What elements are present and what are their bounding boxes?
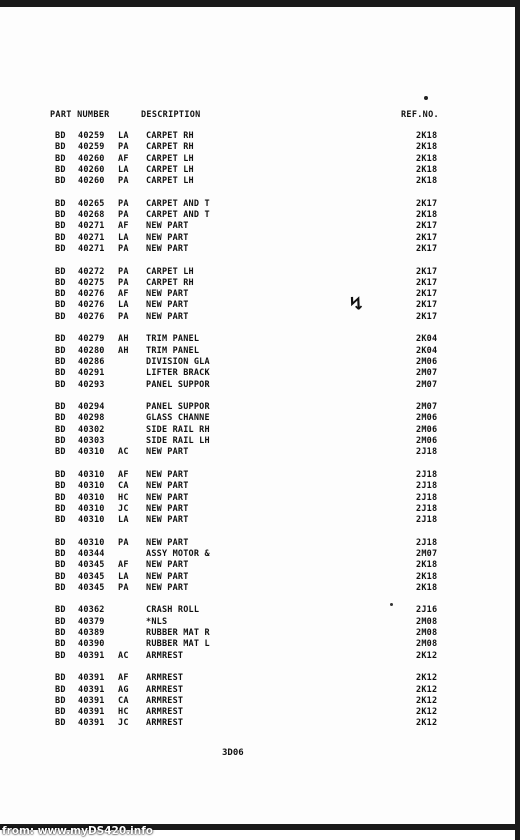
table-row [0, 300, 515, 311]
handwritten-mark: ↯ [347, 290, 365, 316]
part-number: 40291 [78, 368, 105, 379]
table-row [0, 413, 515, 424]
ref-number: 2J18 [416, 481, 438, 492]
part-suffix: AF [118, 221, 129, 232]
part-description: CARPET RH [146, 131, 194, 141]
table-row [0, 481, 515, 492]
table-row [0, 312, 515, 323]
part-description: NEW PART [146, 221, 189, 232]
part-number: 40302 [78, 424, 105, 435]
part-prefix: BD [55, 469, 66, 480]
part-suffix: PA [118, 243, 129, 254]
ref-number: 2K12 [416, 695, 438, 706]
ref-number: 2M08 [416, 628, 438, 639]
part-number: 40345 [78, 560, 105, 571]
ref-number: 2J18 [416, 469, 438, 480]
part-suffix: HC [118, 707, 129, 718]
table-row [0, 368, 515, 379]
part-suffix: PA [118, 537, 129, 548]
part-description: NEW PART [146, 503, 189, 514]
table-row [0, 628, 515, 639]
part-prefix: BD [55, 436, 66, 447]
ref-number: 2M07 [416, 379, 438, 390]
table-row [0, 515, 515, 526]
part-suffix: AF [118, 289, 129, 300]
part-number: 40391 [78, 695, 105, 706]
ref-number: 2M06 [416, 356, 438, 367]
part-prefix: BD [55, 232, 66, 243]
ref-number: 2K17 [416, 277, 438, 288]
part-number: 40271 [78, 221, 105, 232]
part-description: CARPET AND T [146, 210, 210, 221]
part-number: 40260 [78, 176, 105, 187]
part-prefix: BD [55, 277, 66, 288]
table-row [0, 165, 515, 176]
part-number: 40276 [78, 311, 105, 322]
ref-number: 2J18 [416, 537, 438, 548]
ref-number: 2K17 [416, 311, 438, 322]
part-prefix: BD [55, 345, 66, 356]
table-row [0, 346, 515, 357]
ref-number: 2K17 [416, 243, 438, 254]
part-prefix: BD [55, 164, 66, 175]
ref-number: 2M08 [416, 639, 438, 650]
table-row [0, 154, 515, 165]
part-suffix: PA [118, 176, 129, 187]
part-prefix: BD [55, 718, 66, 729]
watermark-url: from: www.myDS420.info [2, 825, 153, 837]
part-prefix: BD [55, 503, 66, 514]
part-number: 40344 [78, 548, 105, 559]
part-description: NEW PART [146, 481, 189, 492]
part-suffix: HC [118, 492, 129, 503]
part-description: ASSY MOTOR & [146, 548, 210, 559]
table-row [0, 402, 515, 413]
table-row [0, 639, 515, 650]
part-description: CARPET LH [146, 266, 194, 277]
ref-number: 2K18 [416, 142, 438, 153]
part-number: 40260 [78, 153, 105, 164]
group-spacer [0, 323, 515, 334]
ref-number: 2K12 [416, 684, 438, 695]
part-number: 40276 [78, 289, 105, 300]
part-number: 40391 [78, 718, 105, 729]
part-number: 40259 [78, 131, 105, 141]
table-row [0, 707, 515, 718]
part-prefix: BD [55, 142, 66, 153]
table-row [0, 560, 515, 571]
part-number: 40265 [78, 198, 105, 209]
part-description: CARPET AND T [146, 198, 210, 209]
part-number: 40272 [78, 266, 105, 277]
part-description: ARMREST [146, 673, 184, 684]
table-row [0, 131, 515, 142]
group-spacer [0, 391, 515, 402]
part-prefix: BD [55, 571, 66, 582]
table-row [0, 244, 515, 255]
header-ref-no: REF.NO. [401, 110, 439, 120]
ref-number: 2K18 [416, 582, 438, 593]
table-row [0, 651, 515, 662]
part-number: 40345 [78, 582, 105, 593]
table-row [0, 289, 515, 300]
table-row [0, 718, 515, 729]
part-prefix: BD [55, 300, 66, 311]
part-suffix: LA [118, 232, 129, 243]
part-number: 40280 [78, 345, 105, 356]
part-description: DIVISION GLA [146, 356, 210, 367]
part-number: 40275 [78, 277, 105, 288]
part-description: NEW PART [146, 537, 189, 548]
ref-number: 2J18 [416, 492, 438, 503]
scan-border-right [515, 0, 520, 840]
ref-number: 2K18 [416, 176, 438, 187]
ref-number: 2J18 [416, 515, 438, 526]
part-number: 40310 [78, 515, 105, 526]
table-row [0, 278, 515, 289]
part-description: CARPET LH [146, 176, 194, 187]
part-suffix: AH [118, 334, 129, 345]
part-suffix: AC [118, 650, 129, 661]
part-description: NEW PART [146, 469, 189, 480]
part-prefix: BD [55, 424, 66, 435]
part-number: 40286 [78, 356, 105, 367]
ref-number: 2K17 [416, 266, 438, 277]
part-prefix: BD [55, 582, 66, 593]
ref-number: 2K17 [416, 289, 438, 300]
part-prefix: BD [55, 515, 66, 526]
part-suffix: LA [118, 164, 129, 175]
part-suffix: AF [118, 673, 129, 684]
ref-number: 2K18 [416, 131, 438, 141]
part-description: NEW PART [146, 289, 189, 300]
table-row [0, 685, 515, 696]
part-description: ARMREST [146, 707, 184, 718]
part-number: 40271 [78, 243, 105, 254]
part-description: RUBBER MAT R [146, 628, 210, 639]
parts-list [0, 131, 515, 730]
ref-number: 2K18 [416, 164, 438, 175]
ref-number: 2J18 [416, 447, 438, 458]
group-spacer [0, 526, 515, 537]
table-row [0, 470, 515, 481]
part-prefix: BD [55, 356, 66, 367]
table-row [0, 493, 515, 504]
part-description: CARPET RH [146, 277, 194, 288]
part-prefix: BD [55, 684, 66, 695]
part-suffix: AC [118, 447, 129, 458]
ref-number: 2K17 [416, 232, 438, 243]
table-row [0, 673, 515, 684]
part-prefix: BD [55, 210, 66, 221]
part-description: LIFTER BRACK [146, 368, 210, 379]
ref-number: 2M07 [416, 402, 438, 413]
table-row [0, 233, 515, 244]
part-number: 40310 [78, 469, 105, 480]
table-row [0, 221, 515, 232]
part-prefix: BD [55, 131, 66, 141]
ref-number: 2K04 [416, 345, 438, 356]
header-part-number: PART NUMBER [50, 110, 110, 120]
part-number: 40279 [78, 334, 105, 345]
part-suffix: LA [118, 131, 129, 141]
group-spacer [0, 255, 515, 266]
table-row [0, 538, 515, 549]
part-prefix: BD [55, 492, 66, 503]
part-suffix: AF [118, 560, 129, 571]
part-prefix: BD [55, 707, 66, 718]
part-description: NEW PART [146, 560, 189, 571]
part-number: 40303 [78, 436, 105, 447]
part-suffix: PA [118, 266, 129, 277]
part-description: ARMREST [146, 684, 184, 695]
group-spacer [0, 187, 515, 198]
part-prefix: BD [55, 650, 66, 661]
page-code: 3D06 [222, 748, 244, 758]
part-description: ARMREST [146, 695, 184, 706]
part-suffix: PA [118, 142, 129, 153]
part-number: 40310 [78, 481, 105, 492]
ref-number: 2K17 [416, 300, 438, 311]
ref-number: 2M08 [416, 616, 438, 627]
part-description: NEW PART [146, 300, 189, 311]
table-row [0, 436, 515, 447]
part-prefix: BD [55, 673, 66, 684]
part-suffix: PA [118, 311, 129, 322]
ref-number: 2J18 [416, 503, 438, 514]
part-suffix: LA [118, 300, 129, 311]
part-prefix: BD [55, 628, 66, 639]
ref-number: 2M07 [416, 368, 438, 379]
ref-number: 2K12 [416, 707, 438, 718]
part-number: 40293 [78, 379, 105, 390]
part-number: 40259 [78, 142, 105, 153]
part-description: NEW PART [146, 492, 189, 503]
part-prefix: BD [55, 481, 66, 492]
ref-number: 2K04 [416, 334, 438, 345]
group-spacer [0, 662, 515, 673]
table-row [0, 357, 515, 368]
part-description: NEW PART [146, 582, 189, 593]
part-number: 40391 [78, 707, 105, 718]
ref-number: 2M06 [416, 436, 438, 447]
part-number: 40310 [78, 503, 105, 514]
part-number: 40298 [78, 413, 105, 424]
part-suffix: PA [118, 277, 129, 288]
part-prefix: BD [55, 289, 66, 300]
ref-number: 2M07 [416, 548, 438, 559]
part-suffix: AF [118, 469, 129, 480]
ref-number: 2K17 [416, 221, 438, 232]
part-prefix: BD [55, 560, 66, 571]
group-spacer [0, 459, 515, 470]
part-prefix: BD [55, 537, 66, 548]
part-description: TRIM PANEL [146, 345, 200, 356]
group-spacer [0, 594, 515, 605]
part-number: 40362 [78, 605, 105, 616]
ref-number: 2K18 [416, 571, 438, 582]
part-prefix: BD [55, 176, 66, 187]
table-row [0, 210, 515, 221]
part-description: PANEL SUPPOR [146, 379, 210, 390]
part-prefix: BD [55, 379, 66, 390]
part-prefix: BD [55, 605, 66, 616]
part-prefix: BD [55, 368, 66, 379]
table-row [0, 176, 515, 187]
table-row [0, 267, 515, 278]
part-prefix: BD [55, 243, 66, 254]
part-prefix: BD [55, 616, 66, 627]
table-row [0, 447, 515, 458]
table-row [0, 605, 515, 616]
ref-number: 2K18 [416, 153, 438, 164]
part-description: SIDE RAIL LH [146, 436, 210, 447]
part-suffix: JC [118, 503, 129, 514]
part-description: CRASH ROLL [146, 605, 200, 616]
part-prefix: BD [55, 198, 66, 209]
part-description: NEW PART [146, 243, 189, 254]
part-prefix: BD [55, 221, 66, 232]
scan-border-top [0, 0, 520, 7]
part-prefix: BD [55, 266, 66, 277]
part-number: 40390 [78, 639, 105, 650]
part-suffix: AH [118, 345, 129, 356]
part-suffix: AF [118, 153, 129, 164]
part-number: 40271 [78, 232, 105, 243]
ref-number: 2K18 [416, 210, 438, 221]
part-suffix: AG [118, 684, 129, 695]
part-description: NEW PART [146, 447, 189, 458]
part-number: 40310 [78, 537, 105, 548]
part-suffix: PA [118, 198, 129, 209]
part-number: 40391 [78, 684, 105, 695]
part-suffix: LA [118, 515, 129, 526]
part-description: SIDE RAIL RH [146, 424, 210, 435]
part-number: 40345 [78, 571, 105, 582]
part-description: NEW PART [146, 571, 189, 582]
table-row [0, 617, 515, 628]
part-description: CARPET RH [146, 142, 194, 153]
part-prefix: BD [55, 311, 66, 322]
header-description: DESCRIPTION [141, 110, 201, 120]
part-number: 40294 [78, 402, 105, 413]
table-row [0, 572, 515, 583]
part-prefix: BD [55, 413, 66, 424]
scan-speck [424, 96, 428, 100]
part-prefix: BD [55, 695, 66, 706]
table-row [0, 583, 515, 594]
table-row [0, 504, 515, 515]
part-description: CARPET LH [146, 153, 194, 164]
part-suffix: PA [118, 210, 129, 221]
part-description: *NLS [146, 616, 168, 627]
part-prefix: BD [55, 548, 66, 559]
part-number: 40276 [78, 300, 105, 311]
ref-number: 2M06 [416, 424, 438, 435]
part-prefix: BD [55, 639, 66, 650]
part-suffix: JC [118, 718, 129, 729]
part-number: 40379 [78, 616, 105, 627]
part-prefix: BD [55, 153, 66, 164]
part-suffix: CA [118, 481, 129, 492]
table-row [0, 549, 515, 560]
ref-number: 2K12 [416, 718, 438, 729]
part-description: NEW PART [146, 515, 189, 526]
part-description: GLASS CHANNE [146, 413, 210, 424]
ref-number: 2K12 [416, 673, 438, 684]
table-row [0, 696, 515, 707]
part-number: 40260 [78, 164, 105, 175]
part-number: 40391 [78, 673, 105, 684]
part-description: ARMREST [146, 718, 184, 729]
part-number: 40310 [78, 447, 105, 458]
part-description: TRIM PANEL [146, 334, 200, 345]
part-description: PANEL SUPPOR [146, 402, 210, 413]
part-number: 40389 [78, 628, 105, 639]
table-row [0, 142, 515, 153]
part-prefix: BD [55, 447, 66, 458]
part-description: RUBBER MAT L [146, 639, 210, 650]
part-prefix: BD [55, 402, 66, 413]
table-row [0, 199, 515, 210]
part-prefix: BD [55, 334, 66, 345]
part-suffix: PA [118, 582, 129, 593]
part-number: 40268 [78, 210, 105, 221]
part-number: 40310 [78, 492, 105, 503]
part-description: CARPET LH [146, 164, 194, 175]
part-description: NEW PART [146, 311, 189, 322]
ref-number: 2K12 [416, 650, 438, 661]
ref-number: 2J16 [416, 605, 438, 616]
part-suffix: LA [118, 571, 129, 582]
part-description: ARMREST [146, 650, 184, 661]
ref-number: 2K17 [416, 198, 438, 209]
ref-number: 2K18 [416, 560, 438, 571]
ref-number: 2M06 [416, 413, 438, 424]
table-row [0, 425, 515, 436]
part-description: NEW PART [146, 232, 189, 243]
table-row [0, 334, 515, 345]
part-suffix: CA [118, 695, 129, 706]
part-number: 40391 [78, 650, 105, 661]
table-row [0, 380, 515, 391]
